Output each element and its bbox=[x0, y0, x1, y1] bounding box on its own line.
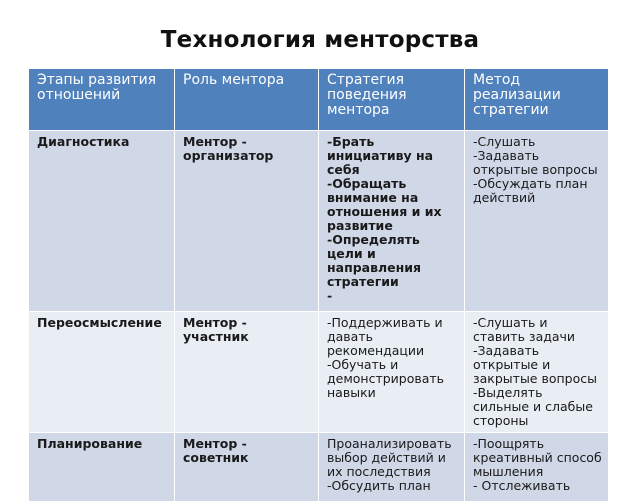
stage-cell: Диагностика bbox=[29, 131, 175, 312]
method-cell bbox=[465, 131, 609, 312]
method-line: -Задавать открытые вопросы bbox=[473, 148, 598, 177]
method-line: -Выделять сильные и слабые стороны bbox=[473, 385, 593, 428]
method-line: - Отслеживать bbox=[473, 478, 571, 493]
header-method: Метод реализации стратегии bbox=[465, 69, 609, 131]
page-title: Технология менторства bbox=[160, 27, 480, 53]
method-cell bbox=[465, 433, 609, 502]
strategy-line: - bbox=[327, 288, 333, 303]
method-line: -Поощрять креативный способ мышления bbox=[473, 436, 602, 479]
strategy-line: -Поддерживать и давать рекомендации bbox=[327, 315, 443, 358]
method-line: -Обсуждать план действий bbox=[473, 176, 588, 205]
strategy-line: -Обсудить план bbox=[327, 478, 431, 493]
strategy-line: -Обращать внимание на отношения и их развитие bbox=[327, 176, 442, 233]
strategy-line: Проанализировать выбор действий и их последствия bbox=[327, 436, 452, 479]
table-row bbox=[29, 131, 609, 312]
role-cell: Ментор - организатор bbox=[175, 131, 319, 312]
method-line: -Задавать открытые и закрытые вопросы bbox=[473, 343, 597, 386]
strategy-line: -Обучать и демонстрировать навыки bbox=[327, 357, 445, 400]
stage-cell: Планирование bbox=[29, 433, 175, 502]
stage-cell: Переосмысление bbox=[29, 312, 175, 433]
table-row bbox=[29, 433, 609, 502]
header-strategy: Стратегия поведения ментора bbox=[319, 69, 465, 131]
method-line: -Слушать и ставить задачи bbox=[473, 315, 576, 344]
method-line: -Слушать bbox=[473, 134, 536, 149]
role-cell: Ментор - участник bbox=[175, 312, 319, 433]
header-stage: Этапы развития отношений bbox=[29, 69, 175, 131]
strategy-line: -Определять цели и направления стратегии bbox=[327, 232, 422, 289]
role-cell: Ментор - советник bbox=[175, 433, 319, 502]
strategy-cell bbox=[319, 131, 465, 312]
strategy-cell bbox=[319, 312, 465, 433]
header-role: Роль ментора bbox=[175, 69, 319, 131]
header-row bbox=[29, 69, 609, 131]
method-cell bbox=[465, 312, 609, 433]
strategy-cell bbox=[319, 433, 465, 502]
table-row bbox=[29, 312, 609, 433]
mentor-technology-table bbox=[28, 68, 609, 502]
strategy-line: -Брать инициативу на себя bbox=[327, 134, 434, 177]
